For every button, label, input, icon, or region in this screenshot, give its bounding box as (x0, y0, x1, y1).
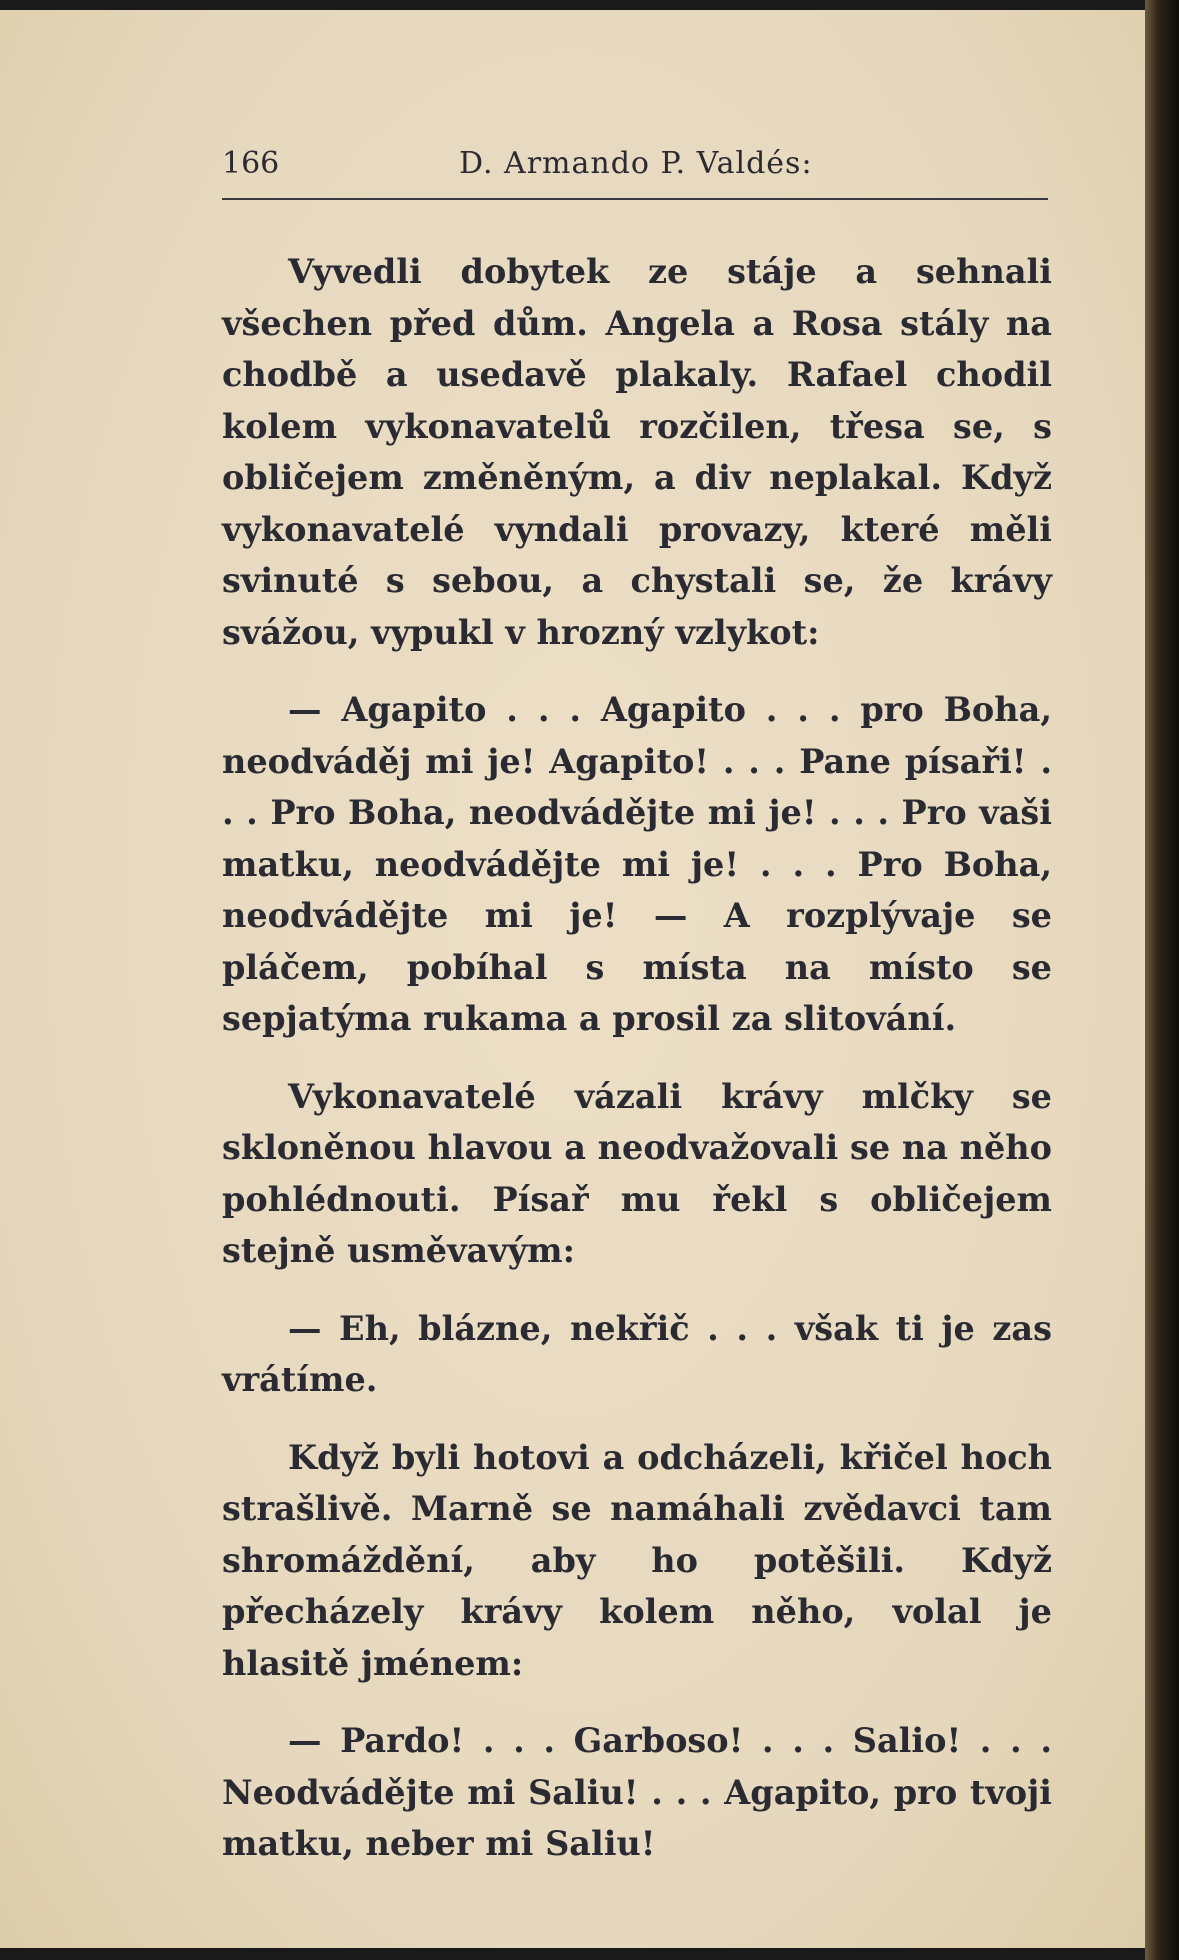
paragraph: — Agapito . . . Agapito . . . pro Boha, neodváděj mi je! Agapito! . . . Pane písaři! . . . Pro Boha, neodvádějte mi je! . . . Pro vaši matku, neodvádějte mi je! . . . Pro Boha, neodvádějte mi je! — A rozplývaje se pláčem, pobíhal s místa na místo se sepjatýma rukama a prosil za slitování. (222, 690, 1052, 1038)
page-header (222, 146, 1048, 186)
paragraph: Když byli hotovi a odcházeli, křičel hoch strašlivě. Marně se namáhali zvědavci tam shromáždění, aby ho potěšili. Když přecházely krávy kolem něho, volal je hlasitě jménem: (222, 1437, 1052, 1683)
body-text (222, 246, 1052, 1896)
paragraph: — Pardo! . . . Garboso! . . . Salio! . . . Neodvádějte mi Saliu! . . . Agapito, pro tvoji matku, neber mi Saliu! (222, 1721, 1052, 1863)
book-spine-shadow (1145, 0, 1179, 1960)
paragraph: — Eh, blázne, nekřič . . . však ti je zas vrátíme. (222, 1308, 1052, 1399)
header-rule (222, 198, 1048, 200)
running-title: D. Armando P. Valdés: (459, 146, 813, 181)
paragraph: Vyvedli dobytek ze stáje a sehnali všechen před dům. Angela a Rosa stály na chodbě a usedavě plakaly. Rafael chodil kolem vykonavatelů rozčilen, třesa se, s obličejem změněným, a div neplakal. Když vykonavatelé vyndali provazy, které měli svinuté s sebou, a chystali se, že krávy svážou, vypukl v hrozný vzlykot: (222, 252, 1052, 652)
book-page (0, 10, 1146, 1948)
paragraph: Vykonavatelé vázali krávy mlčky se skloněnou hlavou a neodvažovali se na něho pohlédnouti. Písař mu řekl s obličejem stejně usměvavým: (222, 1076, 1052, 1270)
page-number: 166 (222, 146, 280, 181)
